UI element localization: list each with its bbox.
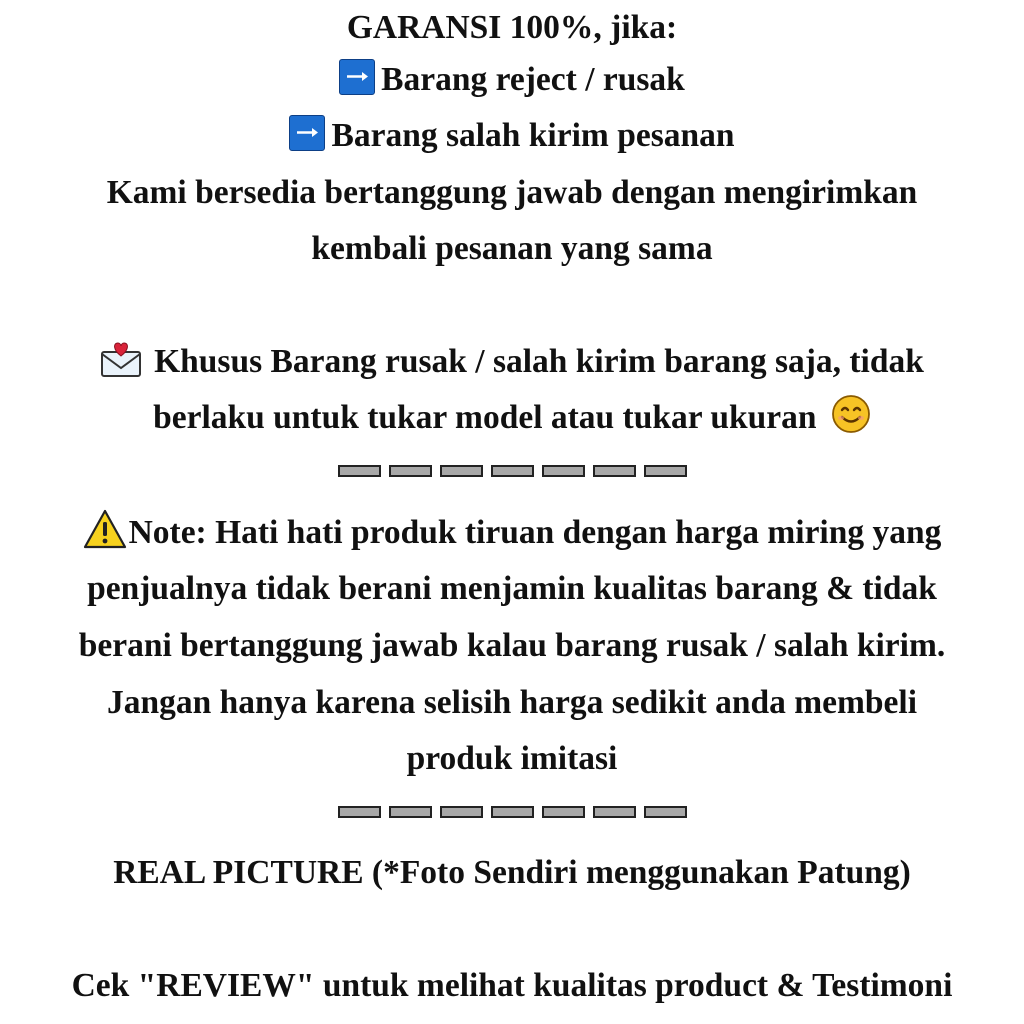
divider-dash [491,806,534,818]
note-line4: Jangan hanya karena selisih harga sedikit anda membeli [106,684,918,721]
note-line1: Note: Hati hati produk tiruan dengan harga miring yang [0,505,1024,561]
guarantee-statement-line2: kembali pesanan yang sama [311,230,713,267]
right-arrow-icon [289,115,325,151]
guarantee-item-reject: Barang reject / rusak [0,52,1024,108]
divider-dash [491,465,534,477]
love-letter-icon [100,340,142,396]
smiling-face-icon [831,394,871,452]
guarantee-item-wrong-order: Barang salah kirim pesanan [0,108,1024,164]
divider-dash [338,806,381,818]
divider [0,465,1024,481]
note-line5: produk imitasi [406,740,618,777]
review-prompt: Cek "REVIEW" untuk melihat kualitas product & Testimoni [71,967,953,1004]
right-arrow-icon [339,59,375,95]
divider-dash [389,465,432,477]
guarantee-title: GARANSI 100%, jika: [346,9,678,46]
divider-dash [644,806,687,818]
divider-dash [542,465,585,477]
divider-dash [389,806,432,818]
divider-dash [440,806,483,818]
warning-icon [83,509,127,567]
divider-dash [593,465,636,477]
divider-dash [593,806,636,818]
guarantee-statement-line1: Kami bersedia bertanggung jawab dengan mengirimkan [106,174,918,211]
divider-dash [542,806,585,818]
special-note-line1: Khusus Barang rusak / salah kirim barang saja, tidak [0,334,1024,390]
divider-dash [644,465,687,477]
note-line2: penjualnya tidak berani menjamin kualitas barang & tidak [87,570,937,607]
real-picture-note: REAL PICTURE (*Foto Sendiri menggunakan Patung) [113,854,911,891]
divider-dash [440,465,483,477]
divider-dash [338,465,381,477]
divider [0,806,1024,822]
note-line3: berani bertanggung jawab kalau barang rusak / salah kirim. [78,627,946,664]
special-note-line2: berlaku untuk tukar model atau tukar ukuran [0,390,1024,446]
